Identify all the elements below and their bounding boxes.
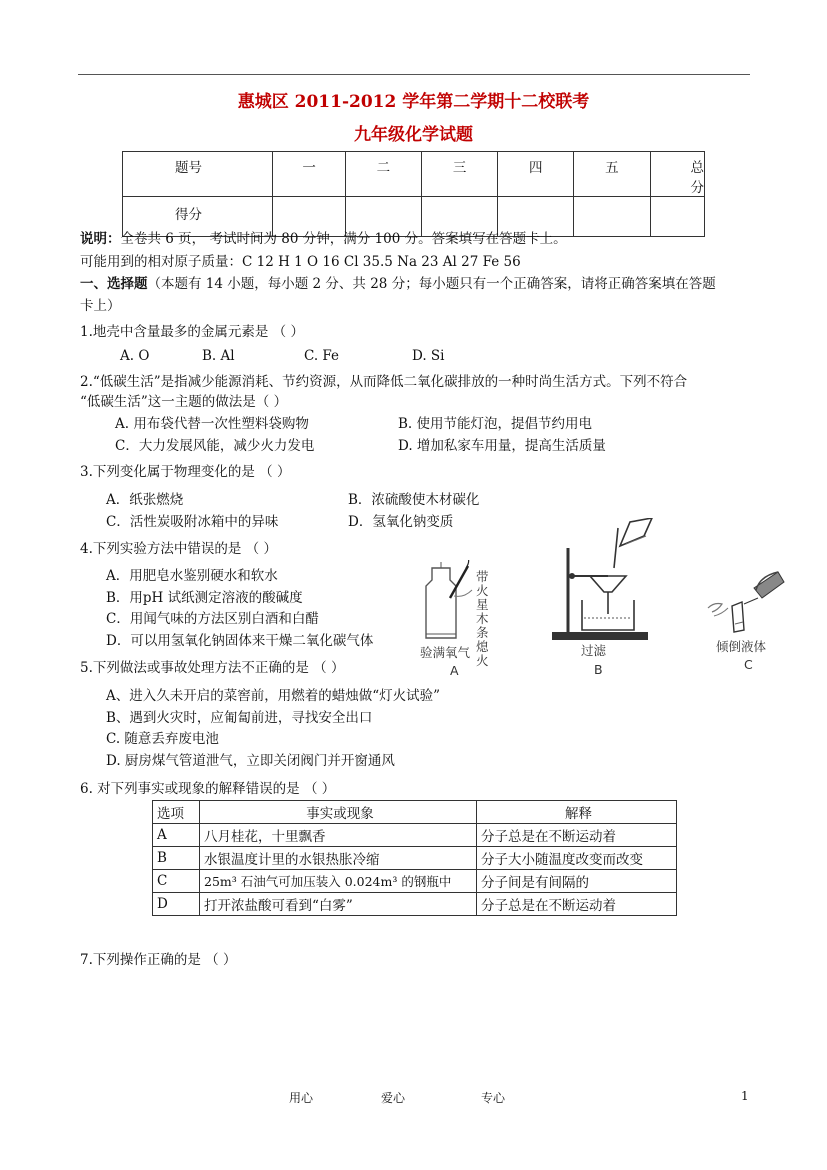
q6-cell: A — [153, 824, 200, 847]
section-1-label: 一、选择题 — [80, 276, 148, 292]
section-1-desc-cont: 卡上） — [80, 298, 121, 314]
q6-stem: 6. 对下列事实或现象的解释错误的是 （ ） — [80, 781, 336, 797]
figure-b-letter: B — [594, 662, 603, 677]
instructions-text: 全卷共 6 页， 考试时间为 80 分钟，满分 100 分。答案填写在答题卡上。 — [120, 231, 567, 247]
q4-option-d[interactable]: D．可以用氢氧化钠固体来干燥二氧化碳气体 — [106, 633, 374, 649]
score-header-cell: 题号 — [123, 152, 273, 197]
q6-cell: 分子总是在不断运动着 — [477, 824, 677, 847]
score-cell[interactable] — [574, 197, 650, 237]
figure-c-letter: C — [744, 657, 753, 672]
q6-cell: C — [153, 870, 200, 893]
q6-header-cell: 事实或现象 — [200, 801, 477, 824]
instructions — [80, 227, 567, 247]
score-header-cell: 三 — [422, 152, 498, 197]
figure-c-caption: 倾倒液体 — [716, 639, 767, 654]
figure-a-label-vertical: 带火星木条熄火 — [476, 569, 489, 668]
q2-option-d[interactable]: D. 增加私家车用量，提高生活质量 — [398, 438, 606, 454]
figure-a-caption: 验满氧气 — [420, 645, 471, 660]
figure-a-letter: A — [450, 663, 459, 678]
q6-cell: D — [153, 893, 200, 916]
q1-stem: 1.地壳中含量最多的金属元素是 （ ） — [80, 324, 304, 340]
footer-word-1: 用心 — [289, 1091, 314, 1105]
q2-stem: 2.“低碳生活”是指减少能源消耗、节约资源，从而降低二氧化碳排放的一种时尚生活方式。下列不符合 — [80, 374, 688, 390]
q2-option-c[interactable]: C．大力发展风能，减少火力发电 — [115, 438, 315, 454]
figure-b-caption: 过滤 — [581, 643, 607, 658]
q2-option-b[interactable]: B. 使用节能灯泡，提倡节约用电 — [398, 416, 593, 432]
q1-option-d[interactable]: D. Si — [412, 348, 445, 364]
q6-cell: 八月桂花，十里飘香 — [200, 824, 477, 847]
score-table — [122, 151, 705, 237]
table-row — [153, 870, 677, 893]
q4-stem: 4.下列实验方法中错误的是 （ ） — [80, 541, 277, 557]
q1-option-a[interactable]: A. O — [120, 348, 150, 364]
table-row — [153, 824, 677, 847]
score-header-cell: 四 — [498, 152, 574, 197]
figure-c-pouring-icon — [704, 568, 788, 634]
score-header-cell: 五 — [574, 152, 650, 197]
score-header-cell: 总分 — [650, 152, 705, 197]
q1-option-b[interactable]: B. Al — [202, 348, 235, 364]
q4-option-a[interactable]: A．用肥皂水鉴别硬水和软水 — [106, 568, 278, 584]
footer-word-3: 专心 — [481, 1091, 506, 1105]
q6-cell: 分子大小随温度改变而改变 — [477, 847, 677, 870]
q4-option-c[interactable]: C．用闻气味的方法区别白酒和白醋 — [106, 611, 319, 627]
q5-stem: 5.下列做法或事故处理方法不正确的是 （ ） — [80, 660, 345, 676]
q3-option-a[interactable]: A．纸张燃烧 — [106, 492, 184, 508]
q6-cell: 分子间是有间隔的 — [477, 870, 677, 893]
q3-option-b[interactable]: B．浓硫酸使木材碳化 — [348, 492, 480, 508]
q7-stem: 7.下列操作正确的是 （ ） — [80, 952, 237, 968]
score-row-label: 得分 — [123, 197, 273, 237]
figure-b-filtration-icon — [548, 518, 656, 644]
table-row — [153, 847, 677, 870]
q4-option-b[interactable]: B．用pH 试纸测定溶液的酸碱度 — [106, 590, 303, 606]
q6-cell: 分子总是在不断运动着 — [477, 893, 677, 916]
q5-option-b[interactable]: B、遇到火灾时，应匍匐前进，寻找安全出口 — [106, 710, 373, 726]
q5-option-a[interactable]: A、进入久未开启的菜窖前，用燃着的蜡烛做“灯火试验” — [106, 688, 441, 704]
score-cell[interactable] — [650, 197, 705, 237]
header-rule — [78, 74, 750, 75]
section-1-desc: （本题有 14 小题，每小题 2 分、共 28 分；每小题只有一个正确答案，请将正确答案填在答题 — [147, 276, 716, 292]
atomic-masses: 可能用到的相对原子质量：C 12 H 1 O 16 Cl 35.5 Na 23 Al 27 Fe 56 — [80, 254, 521, 270]
q6-cell: 打开浓盐酸可看到“白雾” — [200, 893, 477, 916]
q6-cell: 25m³ 石油气可加压装入 0.024m³ 的钢瓶中 — [200, 870, 477, 893]
instructions-label: 说明： — [80, 231, 121, 247]
q6-table — [152, 800, 677, 916]
q6-header-cell: 选项 — [153, 801, 200, 824]
section-1-heading — [80, 272, 716, 292]
q5-option-d[interactable]: D. 厨房煤气管道泄气，立即关闭阀门并开窗通风 — [106, 753, 395, 769]
q6-header-cell: 解释 — [477, 801, 677, 824]
q5-option-c[interactable]: C. 随意丢弃废电池 — [106, 731, 219, 747]
q2-option-a[interactable]: A. 用布袋代替一次性塑料袋购物 — [115, 416, 309, 432]
exam-title: 惠城区 2011-2012 学年第二学期十二校联考 — [237, 92, 590, 112]
q3-stem: 3.下列变化属于物理变化的是 （ ） — [80, 464, 291, 480]
page-number: 1 — [741, 1089, 749, 1103]
exam-subtitle: 九年级化学试题 — [354, 125, 473, 145]
table-row — [153, 893, 677, 916]
score-header-cell: 一 — [273, 152, 345, 197]
q6-cell: B — [153, 847, 200, 870]
score-header-cell: 二 — [345, 152, 421, 197]
q3-option-d[interactable]: D．氢氧化钠变质 — [348, 514, 454, 530]
q6-cell: 水银温度计里的水银热胀冷缩 — [200, 847, 477, 870]
q3-option-c[interactable]: C．活性炭吸附冰箱中的异味 — [106, 514, 279, 530]
q1-option-c[interactable]: C. Fe — [304, 348, 340, 364]
q2-stem-cont: “低碳生活”这一主题的做法是（ ） — [80, 394, 288, 410]
footer-word-2: 爱心 — [381, 1091, 406, 1105]
